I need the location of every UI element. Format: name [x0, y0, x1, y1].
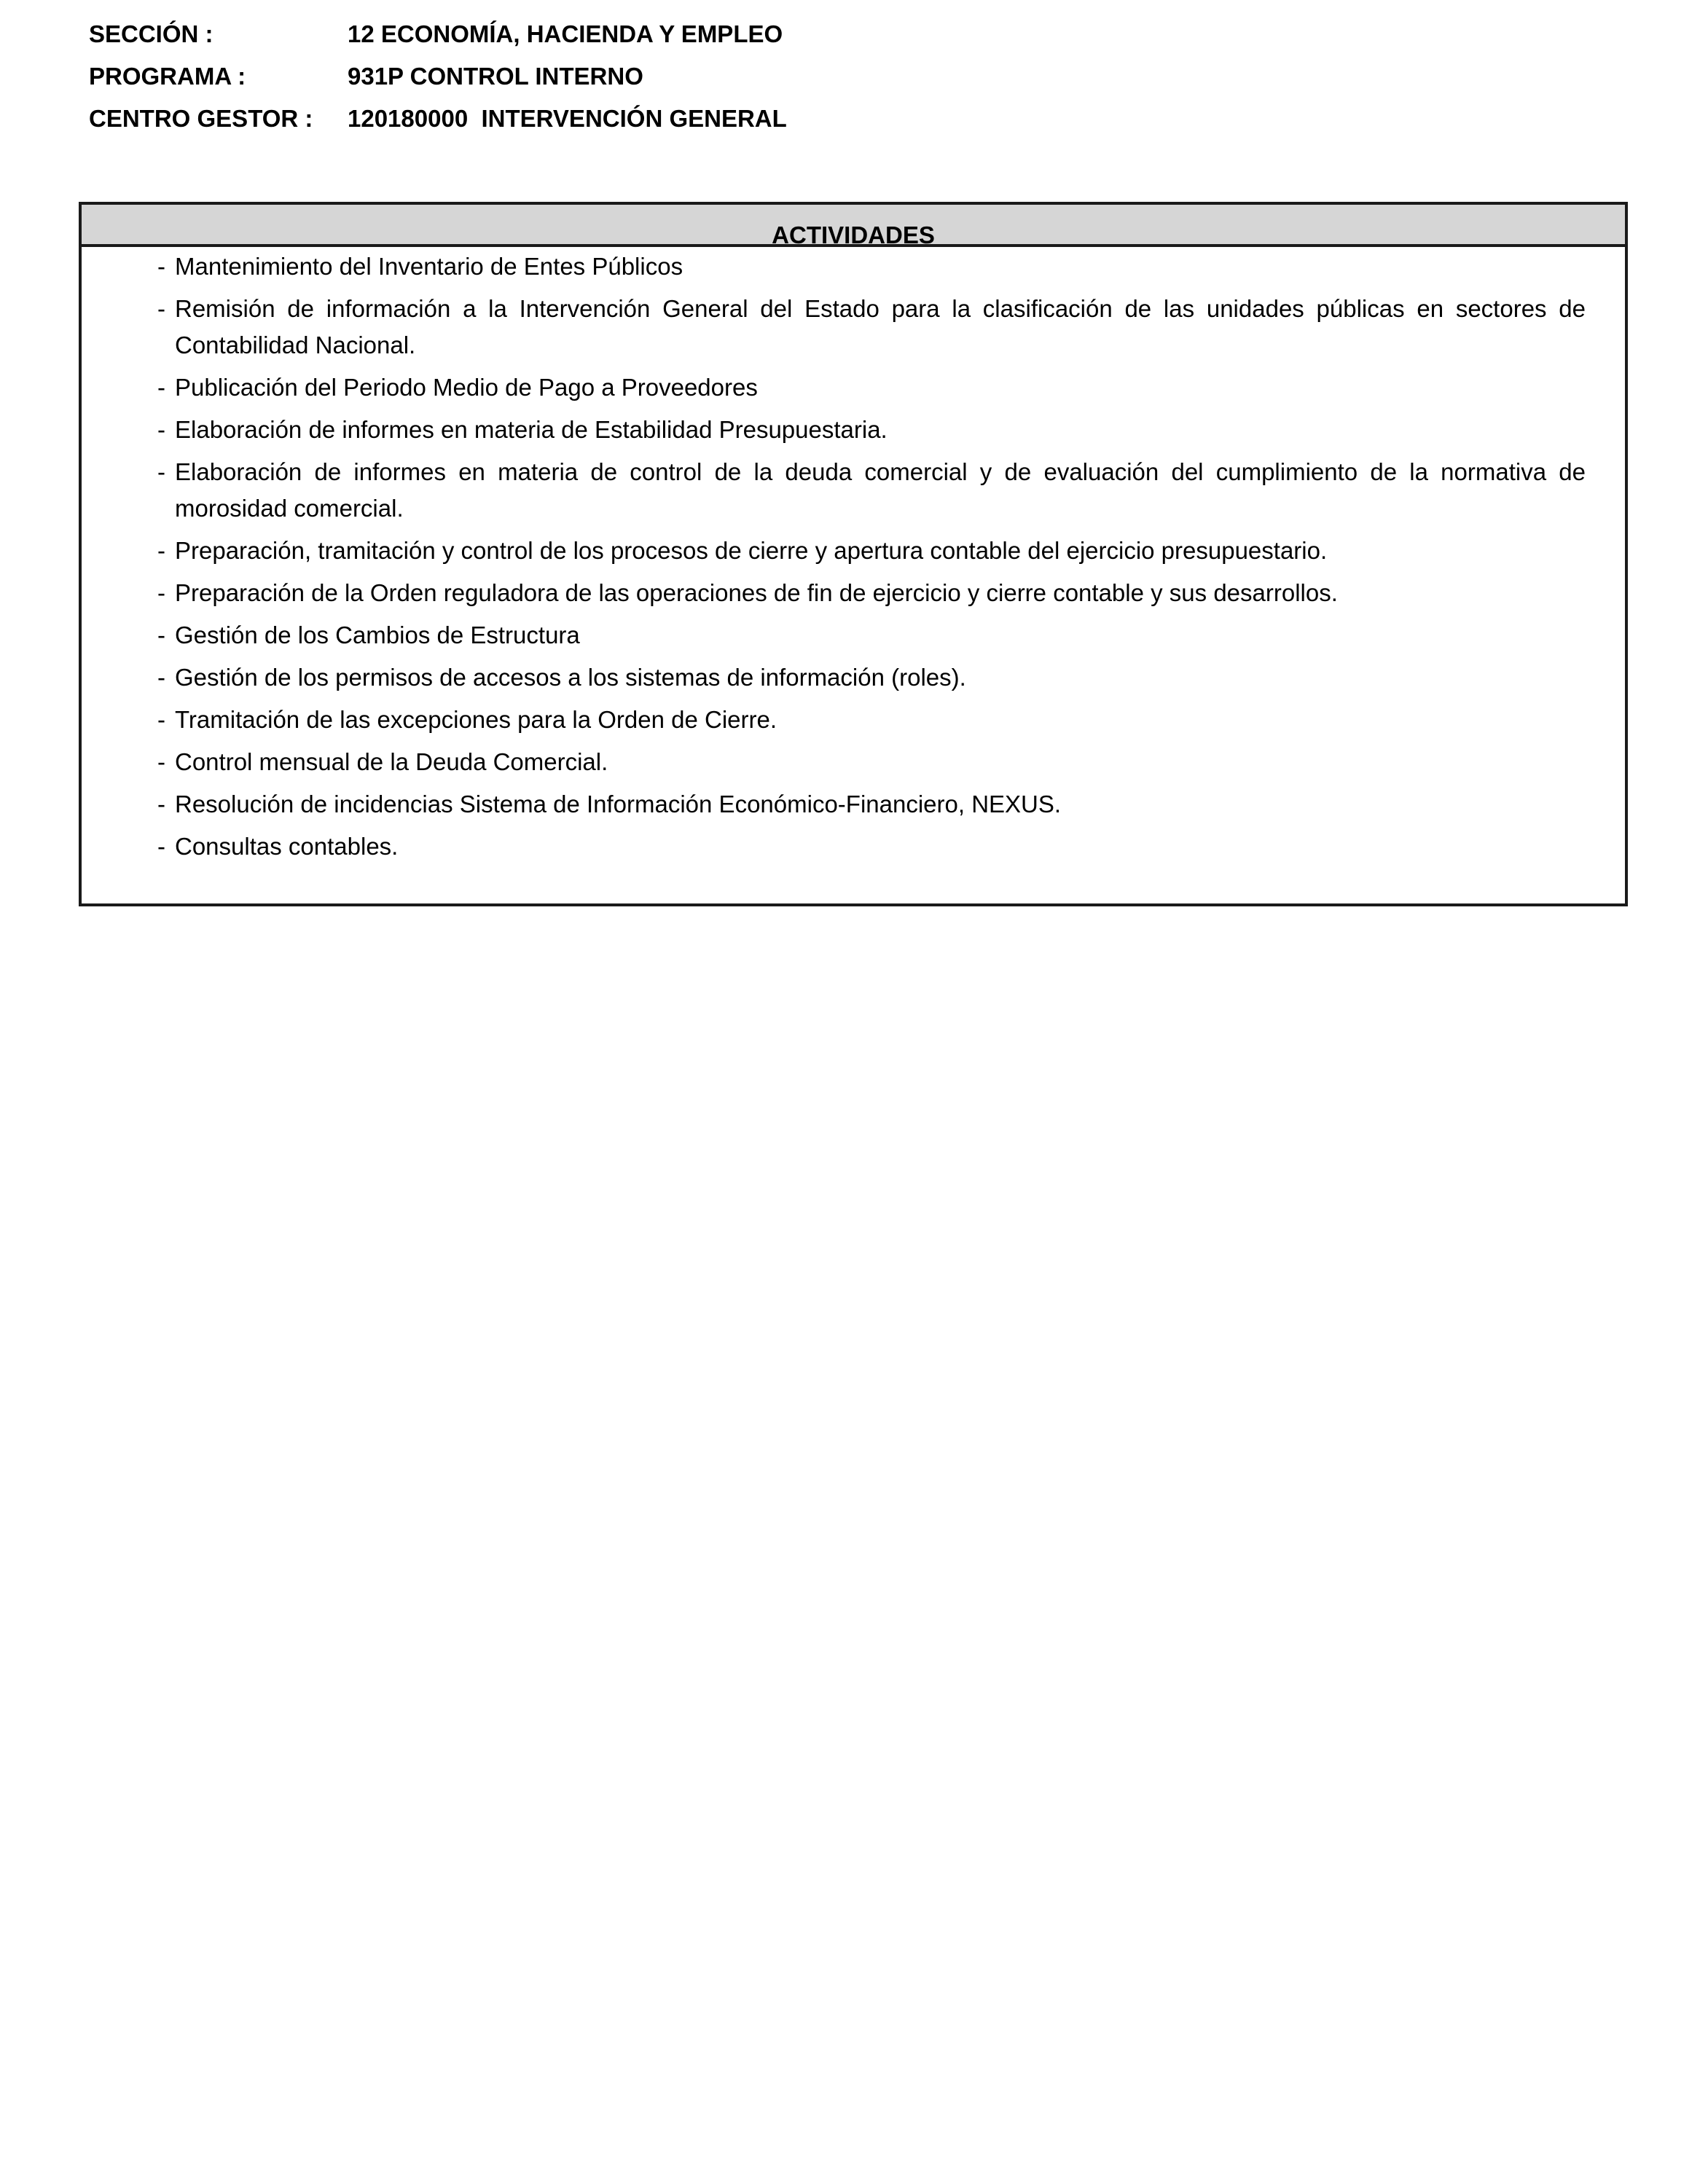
list-item	[82, 659, 1625, 696]
activity-text: Mantenimiento del Inventario de Entes Públicos	[175, 253, 683, 280]
activity-text: Elaboración de informes en materia de control de la deuda comercial y de evaluación del cumplimiento de la normativa de morosidad comercial.	[175, 458, 1586, 522]
activity-text: Elaboración de informes en materia de Estabilidad Presupuestaria.	[175, 416, 888, 443]
activities-title-bar	[82, 205, 1625, 247]
bullet-dash: -	[157, 748, 165, 775]
list-item	[82, 369, 1625, 406]
bullet-dash: -	[157, 622, 165, 648]
list-item	[82, 533, 1625, 569]
programa-label: PROGRAMA :	[89, 63, 246, 90]
bullet-dash: -	[157, 458, 165, 485]
header-row-centro-gestor	[89, 98, 1109, 140]
list-item	[82, 617, 1625, 654]
activity-text: Preparación, tramitación y control de los procesos de cierre y apertura contable del ejercicio presupuestario.	[175, 537, 1328, 564]
bullet-dash: -	[157, 706, 165, 733]
bullet-dash: -	[157, 664, 165, 691]
list-item	[82, 702, 1625, 738]
activity-text: Resolución de incidencias Sistema de Información Económico-Financiero, NEXUS.	[175, 791, 1062, 818]
activity-text: Preparación de la Orden reguladora de las operaciones de fin de ejercicio y cierre contable y sus desarrollos.	[175, 579, 1338, 606]
activity-text: Tramitación de las excepciones para la Orden de Cierre.	[175, 706, 777, 733]
bullet-dash: -	[157, 791, 165, 818]
activities-list	[82, 248, 1625, 871]
activity-text: Gestión de los Cambios de Estructura	[175, 622, 580, 648]
seccion-value: 12 ECONOMÍA, HACIENDA Y EMPLEO	[348, 20, 783, 47]
list-item	[82, 744, 1625, 780]
header-row-seccion	[89, 13, 1109, 55]
activity-text: Publicación del Periodo Medio de Pago a Proveedores	[175, 374, 758, 401]
list-item	[82, 412, 1625, 448]
list-item	[82, 291, 1625, 364]
activity-text: Control mensual de la Deuda Comercial.	[175, 748, 608, 775]
activities-title: ACTIVIDADES	[772, 221, 935, 248]
list-item	[82, 575, 1625, 611]
activity-text: Consultas contables.	[175, 833, 399, 860]
centro-gestor-label: CENTRO GESTOR :	[89, 105, 313, 132]
bullet-dash: -	[157, 579, 165, 606]
programa-value: 931P CONTROL INTERNO	[348, 63, 643, 90]
bullet-dash: -	[157, 253, 165, 280]
bullet-dash: -	[157, 295, 165, 322]
seccion-label: SECCIÓN :	[89, 20, 214, 47]
activities-table	[79, 202, 1628, 906]
activity-text: Remisión de información a la Intervención General del Estado para la clasificación de las unidades públicas en sectores de Contabilidad Nacional.	[175, 295, 1586, 358]
list-item	[82, 248, 1625, 285]
bullet-dash: -	[157, 374, 165, 401]
bullet-dash: -	[157, 833, 165, 860]
header-block	[89, 13, 1109, 140]
list-item	[82, 828, 1625, 865]
centro-gestor-value: 120180000 INTERVENCIÓN GENERAL	[348, 105, 787, 132]
list-item	[82, 454, 1625, 527]
bullet-dash: -	[157, 537, 165, 564]
activity-text: Gestión de los permisos de accesos a los sistemas de información (roles).	[175, 664, 966, 691]
bullet-dash: -	[157, 416, 165, 443]
list-item	[82, 786, 1625, 823]
header-row-programa	[89, 55, 1109, 98]
